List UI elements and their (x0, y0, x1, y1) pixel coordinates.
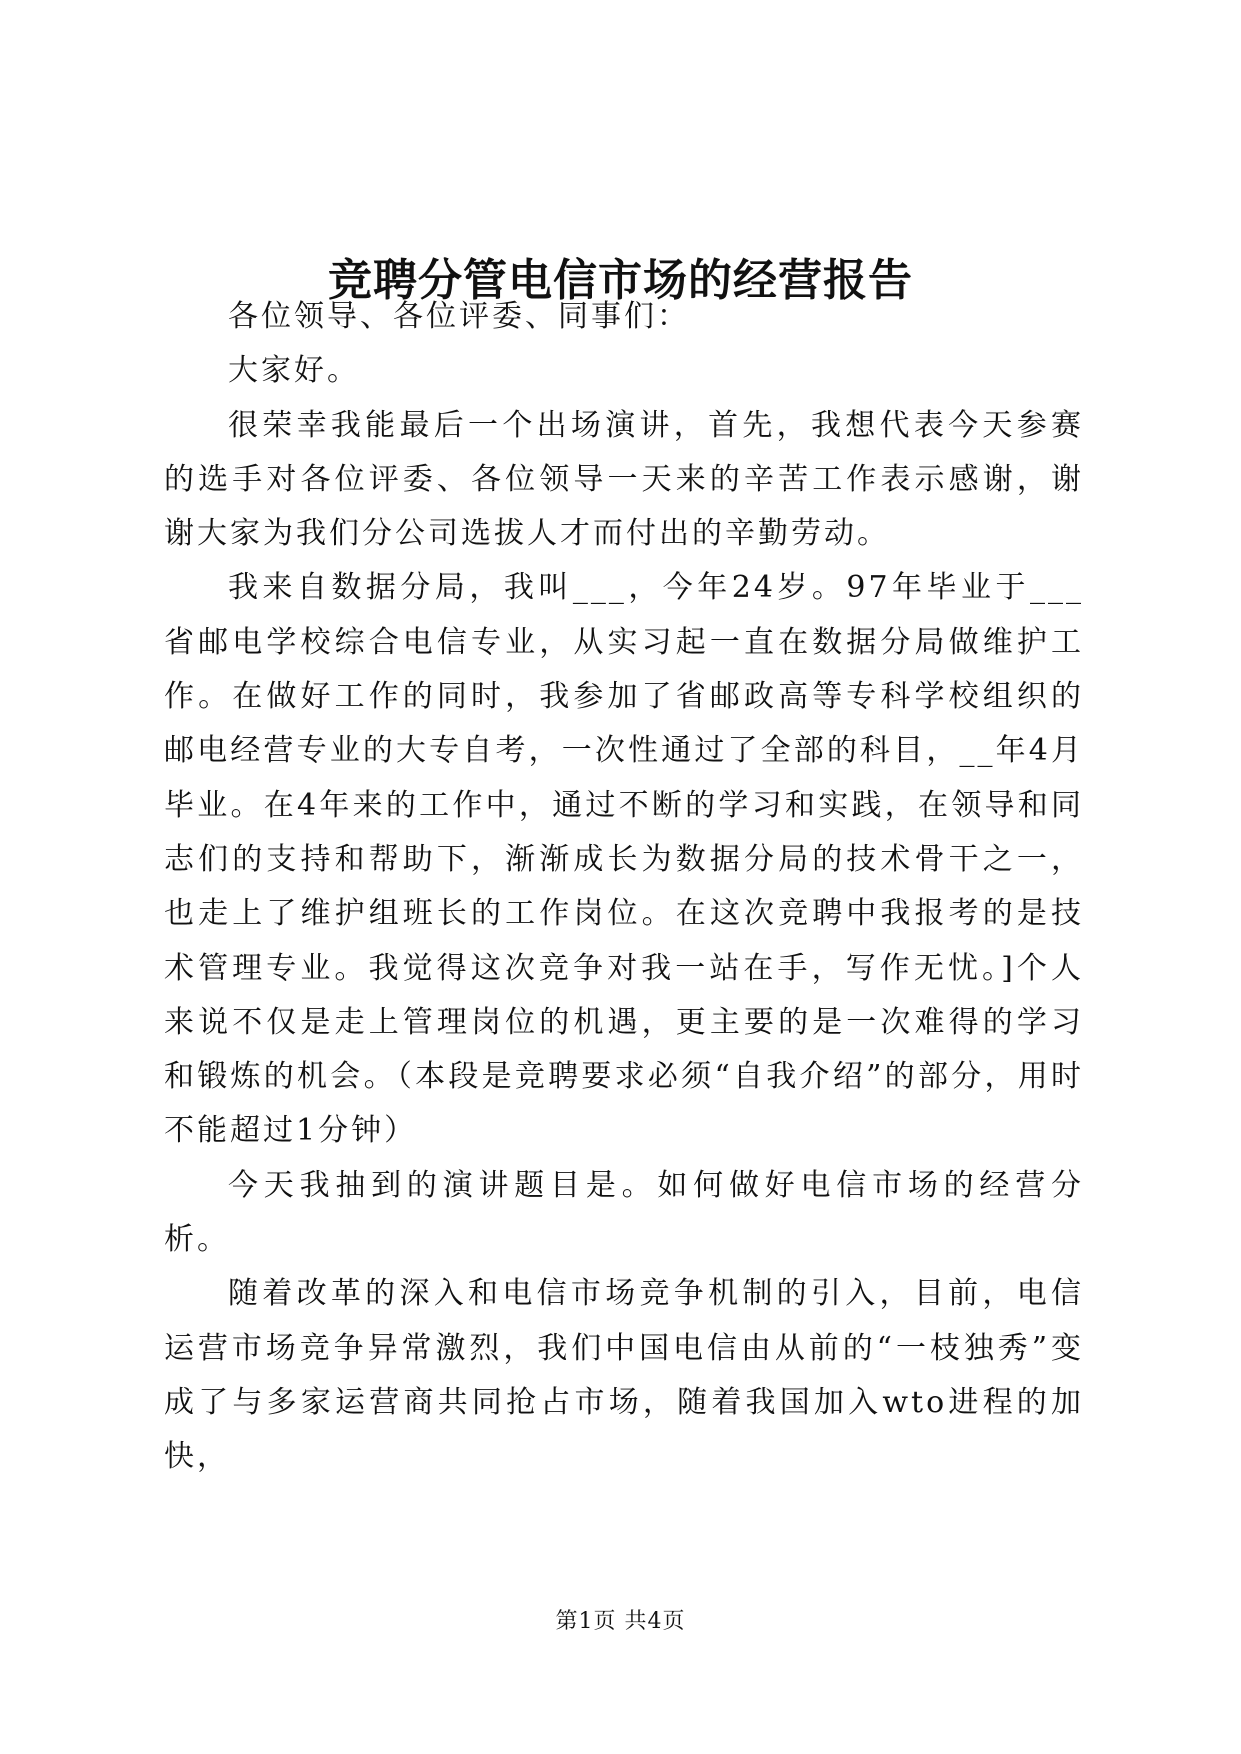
body-paragraph: 今天我抽到的演讲题目是。如何做好电信市场的经营分析。 (164, 1167, 1084, 1258)
greeting-paragraph: 大家好。 (228, 353, 360, 389)
salutation-paragraph: 各位领导、各位评委、同事们： (228, 299, 690, 334)
document-body (164, 290, 1084, 1485)
page-footer: 第1页 共4页 (555, 1609, 686, 1634)
body-paragraph: 随着改革的深入和电信市场竞争机制的引入，目前，电信运营市场竞争异常激烈，我们中国电信由从前的“一枝独秀”变成了与多家运营商共同抢占市场，随着我国加入wto进程的加快， (164, 1276, 1084, 1475)
body-paragraph: 很荣幸我能最后一个出场演讲，首先，我想代表今天参赛的选手对各位评委、各位领导一天来的辛苦工作表示感谢，谢谢大家为我们分公司选拔人才而付出的辛勤劳动。 (164, 407, 1084, 552)
document-title: 竞聘分管电信市场的经营报告 (328, 255, 913, 307)
body-paragraph: 我来自数据分局，我叫___，今年24岁。97年毕业于___省邮电学校综合电信专业，从实习起一直在数据分局做维护工作。在做好工作的同时，我参加了省邮政高等专科学校组织的邮电经营专业的大专自考，一次性通过了全部的科目，__年4月毕业。在4年来的工作中，通过不断的学习和实践，在领导和同志们的支持和帮助下，渐渐成长为数据分局的技术骨干之一，也走上了维护组班长的工作岗位。在这次竞聘中我报考的是技术管理专业。我觉得这次竞争对我一站在手，写作无忧。]个人来说不仅是走上管理岗位的机遇，更主要的是一次难得的学习和锻炼的机会。（本段是竞聘要求必须“自我介绍”的部分，用时不能超过1分钟） (164, 570, 1084, 1149)
